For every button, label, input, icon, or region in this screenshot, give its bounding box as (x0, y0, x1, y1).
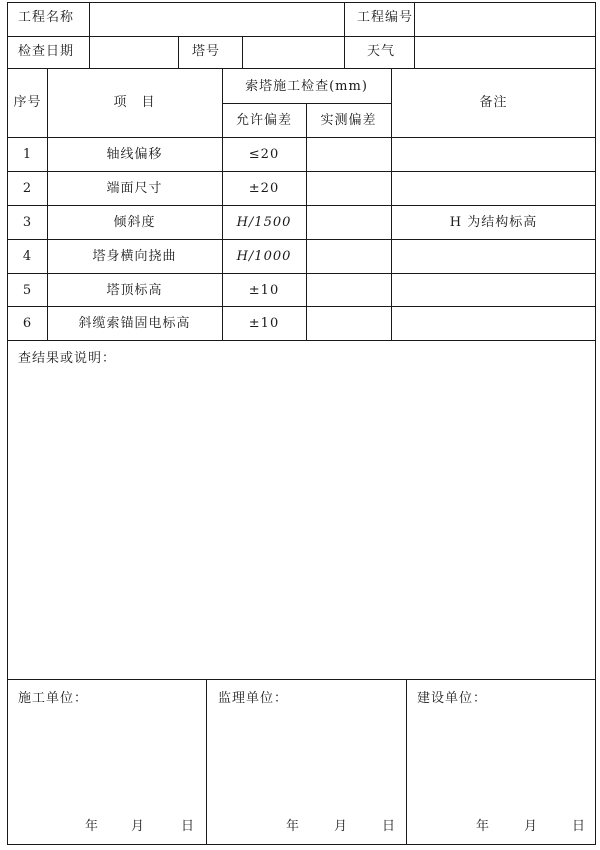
signature-month: 月 (334, 819, 349, 834)
row-allowed: H/1500 (236, 215, 292, 230)
rule-v-projno-val (414, 2, 415, 36)
row-no: 5 (22, 283, 33, 298)
signature-month: 月 (524, 819, 539, 834)
col-no-header: 序号 (13, 95, 42, 110)
row-item: 塔身横向挠曲 (92, 249, 177, 264)
col-remark-header: 备注 (479, 95, 508, 110)
signature-year: 年 (286, 819, 301, 834)
table-row (7, 137, 596, 171)
signature-block (406, 679, 596, 845)
row-item: 塔顶标高 (106, 283, 163, 298)
signature-day: 日 (572, 819, 587, 834)
tower-no-label: 塔号 (192, 44, 221, 59)
row-allowed: ±20 (248, 181, 280, 196)
signature-day: 日 (181, 819, 196, 834)
row-item: 端面尺寸 (106, 181, 163, 196)
rule-v-weather (414, 36, 415, 68)
rule-v-name (89, 2, 90, 68)
col-item-header: 项 目 (113, 95, 156, 110)
rule-h-1 (7, 36, 596, 37)
row-no: 1 (22, 147, 33, 162)
row-remark: H 为结构标高 (449, 215, 538, 230)
signature-block (7, 679, 206, 845)
project-name-label: 工程名称 (18, 10, 75, 25)
row-allowed: ±10 (248, 283, 280, 298)
signature-year: 年 (85, 819, 100, 834)
check-date-label: 检查日期 (18, 44, 75, 59)
signature-label: 建设单位： (417, 691, 488, 706)
table-row (7, 273, 596, 306)
rule-v-tower (242, 36, 243, 68)
row-allowed: H/1000 (236, 249, 292, 264)
row-allowed: ≤20 (248, 147, 280, 162)
row-item: 斜缆索锚固电标高 (78, 316, 191, 331)
row-allowed: ±10 (248, 316, 280, 331)
row-no: 4 (22, 249, 33, 264)
table-row (7, 205, 596, 239)
row-item: 倾斜度 (113, 215, 156, 230)
col-check-group-header: 索塔施工检查(mm) (245, 79, 368, 94)
signature-day: 日 (382, 819, 397, 834)
signature-month: 月 (131, 819, 146, 834)
col-allowed-header: 允许偏差 (235, 113, 292, 128)
rule-v-projno (344, 2, 345, 68)
table-row (7, 171, 596, 205)
rule-h-2 (7, 68, 596, 69)
rule-h-10 (7, 340, 596, 341)
col-measured-header: 实测偏差 (320, 113, 377, 128)
signature-year: 年 (476, 819, 491, 834)
table-row (7, 239, 596, 273)
signature-label: 监理单位： (218, 691, 289, 706)
project-no-label: 工程编号 (357, 10, 414, 25)
row-no: 6 (22, 316, 33, 331)
result-label: 查结果或说明： (18, 351, 117, 366)
rule-v-date (178, 36, 179, 68)
row-item: 轴线偏移 (106, 147, 163, 162)
row-no: 3 (22, 215, 33, 230)
table-row (7, 306, 596, 340)
signature-label: 施工单位： (18, 691, 89, 706)
signature-block (206, 679, 406, 845)
row-no: 2 (22, 181, 33, 196)
weather-label: 天气 (367, 44, 396, 59)
